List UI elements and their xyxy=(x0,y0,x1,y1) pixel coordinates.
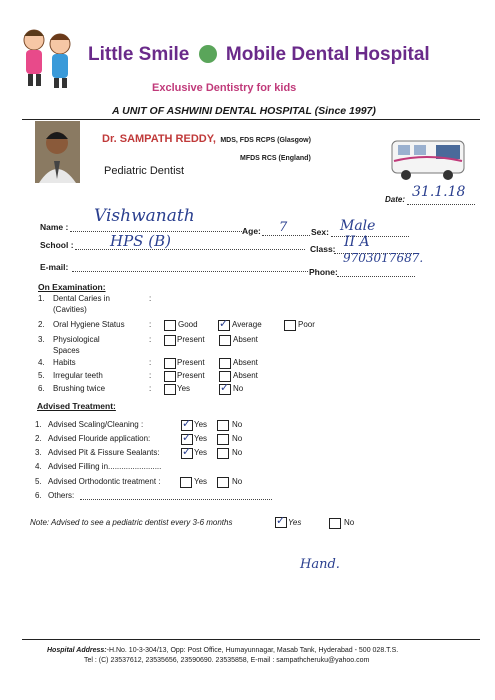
doctor-name-line xyxy=(102,129,311,147)
checkbox-spaces-absent[interactable] xyxy=(219,335,231,346)
exam-colon-1: : xyxy=(149,294,152,303)
checkbox-good[interactable] xyxy=(164,320,176,331)
checkbox-habits-absent[interactable] xyxy=(219,358,231,369)
kids-logo xyxy=(14,22,84,92)
phone-label: Phone: xyxy=(309,267,338,277)
footer-divider xyxy=(22,639,480,640)
exam-colon-6: : xyxy=(149,384,152,393)
note-no: No xyxy=(344,518,355,527)
checkbox-flouride-yes[interactable] xyxy=(181,434,193,445)
exam-colon-4: : xyxy=(149,358,152,367)
adv-no-1: No xyxy=(232,420,243,429)
title-part1: Little Smile xyxy=(88,44,190,65)
phone-line xyxy=(337,276,415,277)
adv-num-4: 4. xyxy=(35,462,42,471)
school-label: School : xyxy=(40,240,74,250)
opt-poor: Poor xyxy=(298,320,315,329)
checkbox-sealants-yes[interactable] xyxy=(181,448,193,459)
adv-num-1: 1. xyxy=(35,420,42,429)
title-part2: Mobile Dental Hospital xyxy=(225,44,430,65)
adv-label-3: Advised Pit & Fissure Sealants: xyxy=(48,448,160,457)
sex-line xyxy=(331,236,409,237)
class-value: II A xyxy=(344,234,370,250)
tooth-logo-icon xyxy=(199,45,217,63)
adv-yes-3: Yes xyxy=(194,448,208,457)
age-label: Age: xyxy=(242,226,261,236)
email-line xyxy=(72,271,308,272)
exam-num-2: 2. xyxy=(38,320,45,329)
doctor-name: Dr. SAMPATH REDDY, xyxy=(102,133,216,145)
opt-spaces-absent: Absent xyxy=(233,335,258,344)
note-yes: Yes xyxy=(288,518,302,527)
exam-label-3: Physiological xyxy=(53,335,100,344)
date-line xyxy=(407,204,475,205)
exam-colon-5: : xyxy=(149,371,152,380)
opt-good: Good xyxy=(178,320,198,329)
adv-num-6: 6. xyxy=(35,491,42,500)
sex-label: Sex: xyxy=(311,227,329,237)
adv-yes-2: Yes xyxy=(194,434,208,443)
adv-num-3: 3. xyxy=(35,448,42,457)
checkbox-flouride-no[interactable] xyxy=(217,434,229,445)
doctor-quals-2: MFDS RCS (England) xyxy=(240,155,311,162)
doctor-photo xyxy=(35,121,80,183)
advised-heading: Advised Treatment: xyxy=(37,401,116,411)
opt-irregular-absent: Absent xyxy=(233,371,258,380)
age-value: 7 xyxy=(279,220,288,235)
checkbox-scaling-no[interactable] xyxy=(217,420,229,431)
checkbox-habits-present[interactable] xyxy=(164,358,176,369)
exam-colon-2: : xyxy=(149,320,152,329)
exam-label-6: Brushing twice xyxy=(53,384,106,393)
date-value: 31.1.18 xyxy=(412,184,466,200)
phone-value: 9703017687. xyxy=(343,251,424,265)
header-divider xyxy=(22,119,480,120)
checkbox-brushing-no[interactable] xyxy=(219,384,231,395)
adv-label-2: Advised Flouride application: xyxy=(48,434,151,443)
examination-heading: On Examination: xyxy=(38,282,106,292)
others-line xyxy=(80,499,272,500)
footer-contact: Tel : (C) 23537612, 23535656, 23590690. 23535858, E-mail : sampathcheruku@yahoo.com xyxy=(84,657,370,664)
class-label: Class: xyxy=(310,244,336,254)
note-text: Note: Advised to see a pediatric dentist every 3-6 months xyxy=(30,518,233,527)
checkbox-irregular-present[interactable] xyxy=(164,371,176,382)
checkbox-poor[interactable] xyxy=(284,320,296,331)
name-value: Vishwanath xyxy=(94,206,195,226)
checkbox-spaces-present[interactable] xyxy=(164,335,176,346)
checkbox-note-no[interactable] xyxy=(329,518,341,529)
adv-num-5: 5. xyxy=(35,477,42,486)
name-label: Name : xyxy=(40,222,69,232)
adv-no-3: No xyxy=(232,448,243,457)
opt-brushing-yes: Yes xyxy=(177,384,191,393)
tagline: Exclusive Dentistry for kids xyxy=(152,82,297,94)
exam-label-3b: Spaces xyxy=(53,346,80,355)
exam-label-1b: (Cavities) xyxy=(53,305,87,314)
address-label: Hospital Address: xyxy=(47,647,107,654)
adv-no-2: No xyxy=(232,434,243,443)
sex-value: Male xyxy=(340,218,376,234)
exam-label-2: Oral Hygiene Status xyxy=(53,320,125,329)
exam-label-5: Irregular teeth xyxy=(53,371,103,380)
adv-label-1: Advised Scaling/Cleaning : xyxy=(48,420,144,429)
age-line xyxy=(262,235,310,236)
adv-label-4: Advised Filling in........................ xyxy=(48,462,162,471)
school-value: HPS (B) xyxy=(110,232,171,250)
opt-habits-present: Present xyxy=(177,358,205,367)
exam-num-3: 3. xyxy=(38,335,45,344)
checkbox-average[interactable] xyxy=(218,320,230,331)
checkbox-note-yes[interactable] xyxy=(275,517,287,528)
mobile-bus-image xyxy=(386,131,471,183)
checkbox-ortho-no[interactable] xyxy=(217,477,229,488)
doctor-quals-1: MDS, FDS RCPS (Glasgow) xyxy=(220,137,311,144)
adv-num-2: 2. xyxy=(35,434,42,443)
exam-label-1: Dental Caries in xyxy=(53,294,110,303)
address-text: -H.No. 10-3-304/13, Opp: Post Office, Humayunnagar, Masab Tank, Hyderabad - 500 028.T.S. xyxy=(106,647,399,654)
adv-label-6: Others: xyxy=(48,491,75,500)
checkbox-brushing-yes[interactable] xyxy=(164,384,176,395)
checkbox-scaling-yes[interactable] xyxy=(181,420,193,431)
date-label: Date: xyxy=(385,195,406,204)
exam-label-4: Habits xyxy=(53,358,76,367)
adv-label-5: Advised Orthodontic treatment : xyxy=(48,477,161,486)
exam-num-5: 5. xyxy=(38,371,45,380)
signature: Hand. xyxy=(300,557,340,572)
checkbox-sealants-no[interactable] xyxy=(217,448,229,459)
footer-address xyxy=(47,647,398,654)
checkbox-ortho-yes[interactable] xyxy=(180,477,192,488)
email-label: E-mail: xyxy=(40,262,69,272)
exam-num-4: 4. xyxy=(38,358,45,367)
adv-no-5: No xyxy=(232,477,243,486)
opt-average: Average xyxy=(232,320,262,329)
exam-colon-3: : xyxy=(149,335,152,344)
doctor-role: Pediatric Dentist xyxy=(104,165,185,177)
adv-yes-5: Yes xyxy=(194,477,208,486)
unit-line: A UNIT OF ASHWINI DENTAL HOSPITAL (Since 1997) xyxy=(112,105,376,117)
opt-habits-absent: Absent xyxy=(233,358,258,367)
opt-spaces-present: Present xyxy=(177,335,205,344)
exam-num-1: 1. xyxy=(38,294,45,303)
exam-num-6: 6. xyxy=(38,384,45,393)
opt-brushing-no: No xyxy=(233,384,244,393)
hospital-title xyxy=(88,44,430,66)
opt-irregular-present: Present xyxy=(177,371,205,380)
adv-yes-1: Yes xyxy=(194,420,208,429)
